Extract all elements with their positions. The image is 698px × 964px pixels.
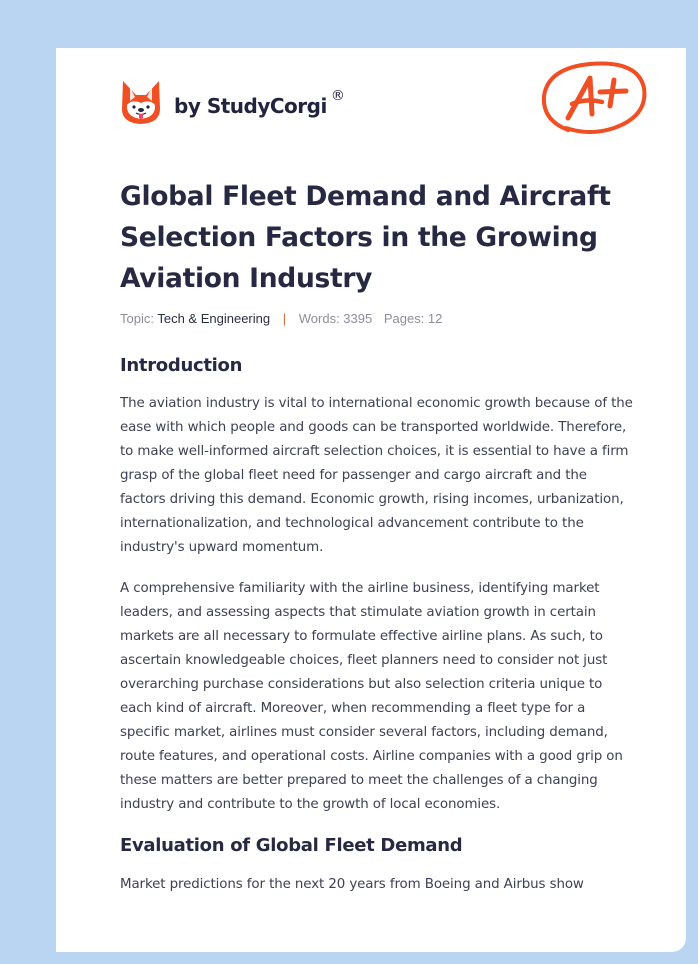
page-count: Pages: 12 <box>383 311 443 326</box>
topic-label: Topic: <box>120 311 154 326</box>
document-meta <box>120 311 442 326</box>
corgi-icon <box>120 79 162 125</box>
section-heading-introduction: Introduction <box>120 355 243 376</box>
brand-name: by StudyCorgi <box>174 94 327 118</box>
section-heading-evaluation: Evaluation of Global Fleet Demand <box>120 835 463 856</box>
document-title: Global Fleet Demand and Aircraft Selection Factors in the Growing Aviation Industry <box>120 181 611 294</box>
topic-link[interactable]: Tech & Engineering <box>157 311 271 326</box>
word-count: Words: 3395 <box>298 311 373 326</box>
paragraph: A comprehensive familiarity with the airline business, identifying market leaders, and assessing aspects that stimulate aviation growth in certain markets are all necessary to formulate effective airline plans. As such, to ascertain knowledgeable choices, fleet planners need to consider not just overarching purchase considerations but also selection criteria unique to each kind of aircraft. Moreover, when recommending a fleet type for a specific market, airlines must consider several factors, including demand, route features, and operational costs. Airline companies with a good grip on these matters are better prepared to meet the challenges of a changing industry and contribute to the growth of local economies. <box>120 581 623 812</box>
document-body <box>120 352 635 897</box>
registered-mark: ® <box>330 88 345 104</box>
paragraph: Market predictions for the next 20 years from Boeing and Airbus show <box>120 877 584 892</box>
a-plus-grade-icon <box>538 58 650 140</box>
meta-separator: | <box>282 311 287 326</box>
document-card <box>56 48 686 952</box>
paragraph: The aviation industry is vital to international economic growth because of the ease with which people and goods can be transported worldwide. Therefore, to make well-informed aircraft selection choices, it is essential to have a firm grasp of the global fleet need for passenger and cargo aircraft and the factors driving this demand. Economic growth, rising incomes, urbanization, internationalization, and technological advancement contribute to the industry's upward momentum. <box>120 396 633 555</box>
brand-header[interactable] <box>120 74 345 130</box>
